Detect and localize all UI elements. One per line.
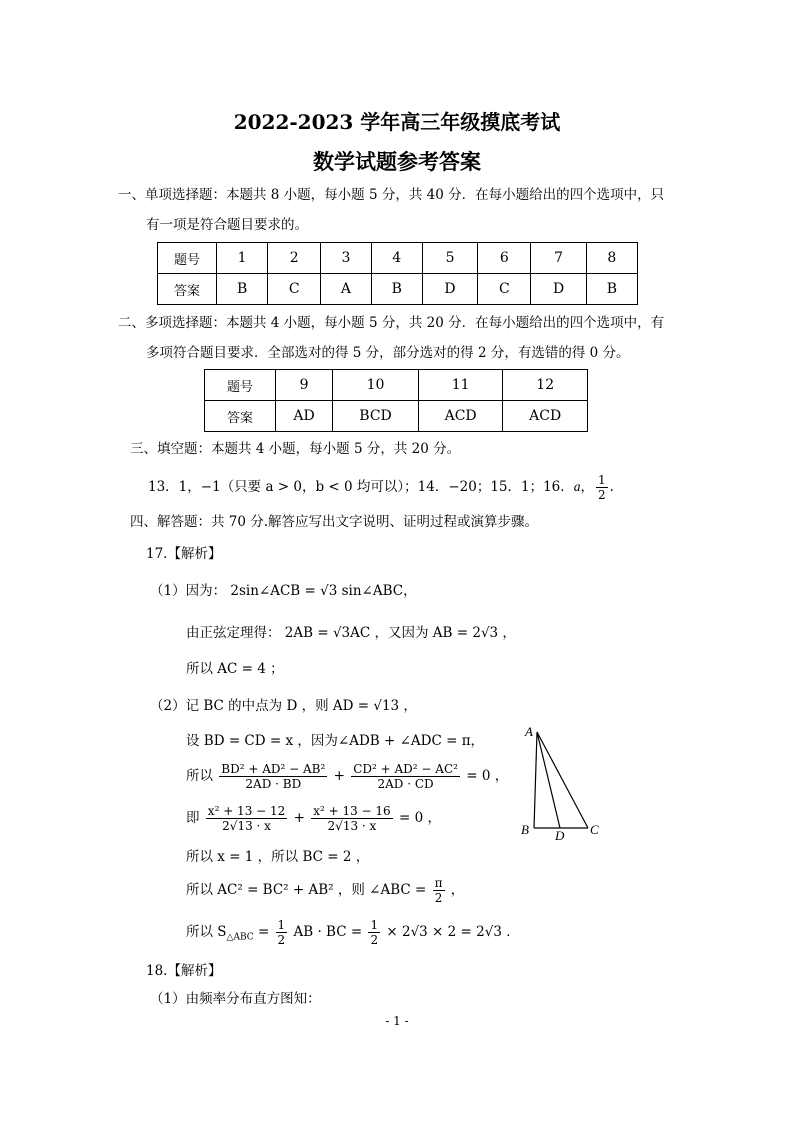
plus-sign: + bbox=[293, 810, 305, 826]
table-cell: 题号 bbox=[158, 243, 217, 274]
q17-step9 bbox=[186, 872, 464, 908]
table-cell: 12 bbox=[503, 370, 588, 401]
section4-line1: 四、解答题：共 70 分.解答应写出文字说明、证明过程或演算步骤。 bbox=[130, 514, 539, 530]
fraction-denominator: 2 bbox=[370, 933, 379, 947]
section1-line1: 一、单项选择题：本题共 8 小题，每小题 5 分，共 40 分．在每小题给出的四个选项中，只 bbox=[118, 187, 665, 203]
q17-heading: 17.【解析】 bbox=[146, 546, 222, 562]
fill-in-end: ． bbox=[609, 479, 624, 495]
table-cell: 11 bbox=[418, 370, 503, 401]
fraction-denominator: 2√13 · x bbox=[222, 819, 271, 833]
table-cell: B bbox=[217, 274, 268, 305]
fraction-numerator: π bbox=[434, 876, 443, 890]
answer16-symbol: a bbox=[573, 479, 581, 494]
table-cell: 2 bbox=[268, 243, 321, 274]
fraction bbox=[206, 804, 287, 833]
fraction-denominator: 2 bbox=[598, 488, 606, 502]
q17-step4: （2）记 BC 的中点为 D ，则 AD = √13 ， bbox=[150, 698, 417, 714]
fraction-numerator: 1 bbox=[598, 473, 606, 487]
answer16-separator: ， bbox=[580, 479, 595, 495]
q17-step8: 所以 x = 1 ，所以 BC = 2 ， bbox=[186, 849, 370, 865]
text: × 2√3 × 2 = 2√3 ． bbox=[386, 924, 520, 940]
table-cell: 7 bbox=[531, 243, 586, 274]
fraction bbox=[219, 762, 327, 791]
section3-line1: 三、填空题：本题共 4 小题，每小题 5 分，共 20 分。 bbox=[130, 441, 461, 457]
table-cell: C bbox=[268, 274, 321, 305]
q17-step10 bbox=[186, 914, 520, 956]
plus-sign: + bbox=[333, 768, 345, 784]
vertex-label-d: D bbox=[555, 828, 565, 843]
exam-title: 2022-2023 学年高三年级摸底考试 bbox=[233, 110, 561, 134]
page-number: - 1 - bbox=[385, 1014, 409, 1028]
section2-line1: 二、多项选择题：本题共 4 小题，每小题 5 分，共 20 分．在每小题给出的四个选项中，有 bbox=[118, 315, 665, 331]
section2-line2: 多项符合题目要求．全部选对的得 5 分，部分选对的得 2 分，有选错的得 0 分。 bbox=[146, 345, 630, 361]
answer-key-title: 数学试题参考答案 bbox=[313, 149, 481, 174]
text: 所以 bbox=[186, 768, 213, 784]
single-choice-answer-table bbox=[157, 242, 638, 305]
table-cell: B bbox=[586, 274, 637, 305]
fraction bbox=[276, 918, 288, 947]
table-cell: 6 bbox=[478, 243, 531, 274]
table-row bbox=[205, 370, 588, 401]
table-row bbox=[158, 274, 638, 305]
q18-step1: （1）由频率分布直方图知： bbox=[150, 991, 321, 1007]
table-row bbox=[158, 243, 638, 274]
table-cell: 5 bbox=[422, 243, 477, 274]
table-cell: 1 bbox=[217, 243, 268, 274]
text: 所以 S bbox=[186, 924, 227, 940]
fraction-numerator: CD² + AD² − AC² bbox=[353, 762, 458, 776]
table-cell: 题号 bbox=[205, 370, 276, 401]
fraction bbox=[433, 876, 445, 905]
subscript: △ABC bbox=[226, 932, 254, 943]
table-cell: C bbox=[478, 274, 531, 305]
text: 即 bbox=[186, 810, 200, 826]
segment-ab bbox=[534, 732, 537, 828]
fraction-numerator: x² + 13 − 16 bbox=[313, 804, 391, 818]
fraction-numerator: x² + 13 − 12 bbox=[207, 804, 286, 818]
text: ， bbox=[450, 882, 465, 898]
q17-step7 bbox=[186, 800, 441, 836]
text: 所以 AC² = BC² + AB² ，则 ∠ABC = bbox=[186, 882, 427, 898]
q18-heading: 18.【解析】 bbox=[146, 963, 222, 979]
table-cell: 10 bbox=[333, 370, 419, 401]
fraction bbox=[368, 918, 380, 947]
q17-step1: （1）因为： 2sin∠ACB = √3 sin∠ABC， bbox=[150, 583, 417, 599]
section1-line2: 有一项是符合题目要求的。 bbox=[146, 217, 308, 233]
table-cell: ACD bbox=[418, 401, 503, 432]
segment-ad bbox=[537, 732, 560, 828]
fraction-numerator: BD² + AD² − AB² bbox=[221, 762, 326, 776]
vertex-label-b: B bbox=[521, 822, 529, 837]
fraction-denominator: 2AD · BD bbox=[245, 777, 302, 791]
table-cell: BCD bbox=[333, 401, 419, 432]
fill-in-answers bbox=[148, 470, 623, 504]
table-cell: D bbox=[422, 274, 477, 305]
fraction bbox=[596, 473, 608, 502]
table-cell: D bbox=[531, 274, 586, 305]
table-cell: 8 bbox=[586, 243, 637, 274]
table-cell: 答案 bbox=[158, 274, 217, 305]
fraction-numerator: 1 bbox=[370, 918, 379, 932]
table-cell: B bbox=[371, 274, 422, 305]
triangle-figure bbox=[515, 722, 605, 844]
fill-in-answers-text: 13．1，−1（只要 a > 0，b < 0 均可以）；14．−20；15．1；16． bbox=[148, 479, 574, 495]
q17-step2: 由正弦定理得： 2AB = √3AC ，又因为 AB = 2√3 ， bbox=[186, 625, 516, 641]
multi-choice-answer-table bbox=[204, 369, 588, 432]
fraction bbox=[311, 804, 392, 833]
fraction bbox=[351, 762, 460, 791]
q17-step3: 所以 AC = 4 ； bbox=[186, 661, 284, 677]
table-cell: AD bbox=[276, 401, 333, 432]
table-cell: 4 bbox=[371, 243, 422, 274]
text: = bbox=[257, 924, 270, 940]
fraction-denominator: 2 bbox=[277, 933, 286, 947]
table-cell: 3 bbox=[321, 243, 371, 274]
fraction-denominator: 2 bbox=[434, 891, 443, 905]
segment-ac bbox=[537, 732, 588, 828]
fraction-denominator: 2√13 · x bbox=[327, 819, 377, 833]
fraction-numerator: 1 bbox=[277, 918, 286, 932]
table-row bbox=[205, 401, 588, 432]
vertex-label-a: A bbox=[525, 724, 533, 739]
text: = 0 ， bbox=[398, 810, 441, 826]
q17-step5: 设 BD = CD = x ，因为∠ADB + ∠ADC = π， bbox=[186, 733, 485, 749]
vertex-label-c: C bbox=[590, 822, 599, 837]
table-cell: ACD bbox=[503, 401, 588, 432]
text: = 0 ， bbox=[466, 768, 509, 784]
q17-step6 bbox=[186, 758, 508, 794]
table-cell: 9 bbox=[276, 370, 333, 401]
text: AB · BC = bbox=[293, 924, 363, 940]
table-cell: 答案 bbox=[205, 401, 276, 432]
table-cell: A bbox=[321, 274, 371, 305]
fraction-denominator: 2AD · CD bbox=[377, 777, 434, 791]
